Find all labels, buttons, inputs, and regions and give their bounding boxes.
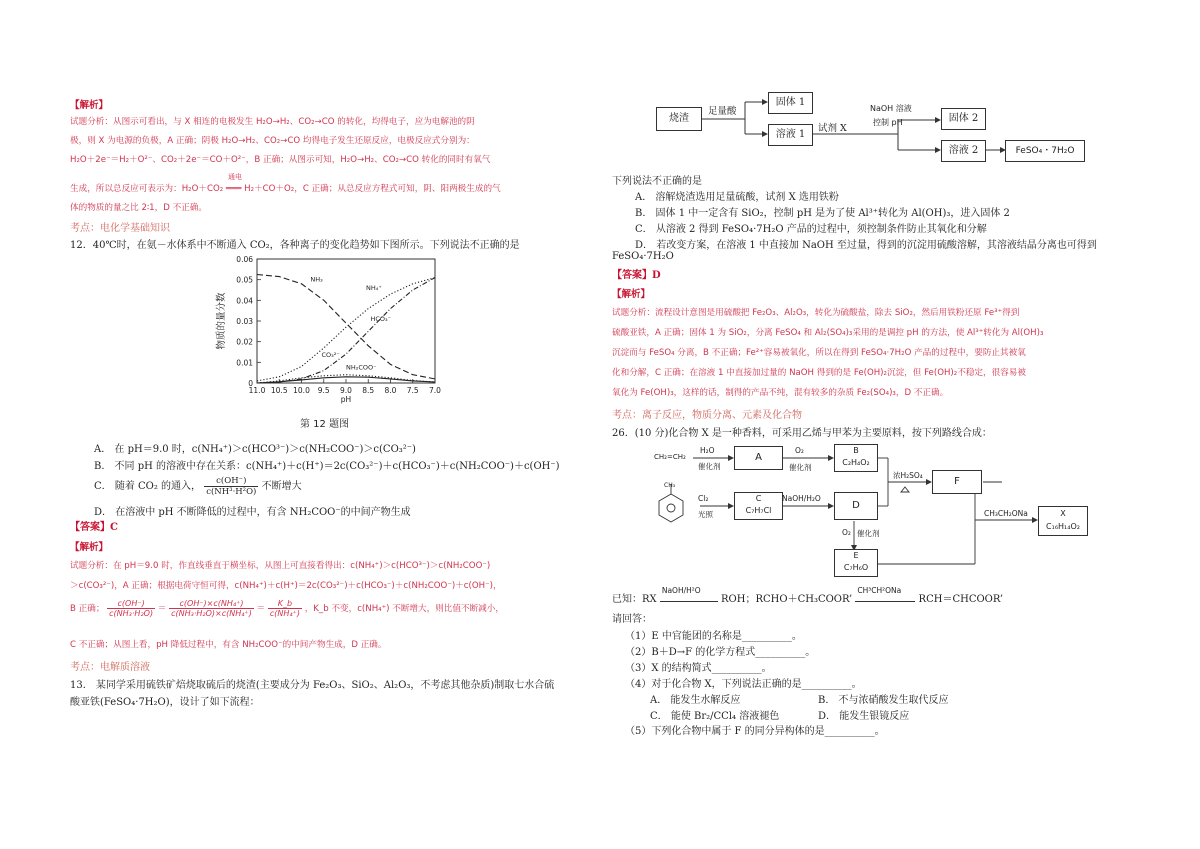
analysis-line: H₂O＋2e⁻＝H₂＋O²⁻、CO₂＋2e⁻＝CO＋O²⁻，B 正确；从图示可知，H₂O→H₂、CO₂→CO 转化的同时有氧气 — [70, 155, 491, 165]
question-26: 26．(10 分)化合物 X 是一种香料，可采用乙烯与甲苯为主要原料，按下列路线合成： — [612, 428, 992, 439]
known-pre: 已知：RX — [612, 594, 657, 605]
figure-caption: 第 12 题图 — [300, 419, 350, 430]
q13-stem: 下列说法不正确的是 — [612, 176, 702, 187]
box-e — [834, 549, 878, 577]
box-x — [1038, 506, 1088, 536]
denominator: c(NH³·H²O) — [206, 487, 257, 497]
x-tick-label: 8.0 — [384, 386, 397, 395]
box-solid2: 固体 2 — [941, 108, 986, 130]
known-mid: ROH；RCHO＋CH₃COOR’ — [721, 594, 853, 605]
e-label: E — [853, 551, 859, 560]
numerator: c(OH⁻) — [107, 599, 155, 609]
answer-12: 【答案】C — [70, 522, 118, 533]
sub-question-4: （4）对于化合物 X，下列说法正确的是__________。 — [625, 679, 862, 690]
series-label: CO₃²⁻ — [321, 351, 340, 360]
question-12: 12．40℃时，在氨－水体系中不断通入 CO₂，各种离子的变化趋势如下图所示。下列说法不正确的是 — [70, 240, 520, 251]
analysis-line: 生成，所以总反应可表示为：H₂O＋CO₂ ═══ H₂＋CO＋O₂，C 正确；从总反应方程式可知，阴、阳两极生成的气 — [70, 184, 501, 194]
box-shaozha: 烧渣 — [656, 107, 702, 131]
label-o2: O₂ — [795, 446, 804, 455]
known-reactions — [612, 586, 1004, 605]
y-tick-label: 0.02 — [236, 337, 253, 347]
x-label: X — [1060, 509, 1066, 518]
analysis-line-fractions: B 正确； $\frac{c(OH^-)}{\text{c(NH₃·H₂O)}}$ ＝ $\frac{\text{c(OH⁻)×c(NH₄⁺)}}{\text{c(NH₃·H₂O)×c(NH₄⁺)}}$ ＝ $\frac{K\_b}{\text{c(NH₄⁺)}}$ ，K_b 不变，c(NH₄⁺) 不断增大，则比值不断减小， — [70, 599, 504, 618]
label-cl2: Cl₂ — [698, 494, 709, 503]
box-b — [834, 444, 878, 472]
b-label: B — [853, 446, 859, 455]
x-tick-label: 10.0 — [293, 386, 310, 395]
series-label: NH₂COO⁻ — [346, 363, 377, 372]
label-ch3ch2ona: CH₃CH₂ONa — [984, 509, 1028, 518]
analysis-line: 化和分解，C 正确；在溶液 1 中直接加过量的 NaOH 得到的是 Fe(OH)₂沉淀，但 Fe(OH)₂不稳定，很容易被 — [612, 368, 1026, 378]
q13-option-b: B． 固体 1 中一定含有 SiO₂，控制 pH 是为了使 Al³⁺转化为 Al(OH)₃，进入固体 2 — [635, 208, 1010, 219]
sub-option-b: B． 不与浓硝酸发生取代反应 — [818, 695, 949, 706]
sub-question-2: （2）B＋D→F 的化学方程式__________。 — [625, 647, 816, 658]
box-a: A — [734, 446, 783, 470]
option-c-post: 不断增大 — [261, 481, 302, 492]
y-tick-label: 0 — [248, 379, 253, 388]
q13-option-c: C． 从溶液 2 得到 FeSO₄·7H₂O 产品的过程中，须控制条件防止其氧化和分解 — [635, 224, 987, 235]
label-light: 光照 — [698, 510, 713, 519]
analysis-line: 氧化为 Fe(OH)₃，这样的话，制得的产品不纯，混有较多的杂质 Fe₂(SO₄)₃，D 不正确。 — [612, 388, 949, 398]
toluene-methyl: CH₃ — [664, 482, 676, 489]
q13-option-a: A． 溶解烧渣选用足量硫酸，试剂 X 选用铁粉 — [635, 192, 839, 203]
x-tick-label: 8.5 — [362, 386, 375, 395]
q13-option-d-cont: FeSO₄·7H₂O — [612, 251, 674, 262]
known-post: RCH＝CHCOOR’ — [918, 594, 1004, 605]
electrolysis-label: 通电 — [228, 173, 242, 181]
arrow-naoh — [660, 586, 718, 602]
q13-option-d: D． 若改变方案，在溶液 1 中直接加 NaOH 至过量，得到的沉淀用硫酸溶解，其溶液结晶分离也可得到 — [635, 240, 1097, 251]
box-solid1: 固体 1 — [768, 92, 813, 114]
analysis-line: 沉淀而与 FeSO₄ 分离，B 不正确；Fe²⁺容易被氧化，所以在得到 FeSO₄·7H₂O 产品的过程中，要防止其被氧 — [612, 348, 1026, 358]
ratio-fraction — [204, 476, 258, 497]
x-formula: C₁₆H₁₄O₂ — [1046, 522, 1080, 531]
c-formula: C₇H₇Cl — [745, 506, 772, 515]
option-d: D． 在溶液中 pH 不断降低的过程中，有含 NH₂COO⁻的中间产物生成 — [94, 507, 411, 518]
arrow-label: CH³CH²ONa — [857, 586, 902, 595]
label-naoh: NaOH 溶液 — [870, 104, 912, 113]
series-label: HCO₃⁻ — [370, 315, 392, 323]
sub-option-d: D． 能发生银镜反应 — [818, 711, 910, 722]
fraction-1 — [107, 599, 155, 618]
series-label: NH₃ — [310, 275, 323, 284]
denominator: c(NH₃·H₂O)×c(NH₄⁺) — [171, 609, 252, 618]
x-axis-label: pH — [340, 395, 352, 404]
label-catalyst-b: 催化剂 — [857, 529, 880, 538]
analysis-heading: 【解析】 — [70, 542, 109, 553]
analysis-line: 试题分析：在 pH＝9.0 时，作直线垂直于横坐标，从图上可直接看得出：c(NH₄⁺)＞c(HCO³⁻)＞c(NH₂COO⁻) — [70, 561, 491, 571]
b-formula: C₂H₄O₂ — [842, 458, 870, 467]
qing-huida: 请回答： — [612, 614, 652, 625]
option-c-pre: C． 随着 CO₂ 的通入， — [94, 481, 202, 492]
sub-option-c: C． 能使 Br₂/CCl₄ 溶液褪色 — [650, 711, 780, 722]
e-formula: C₇H₆O — [843, 563, 869, 572]
label-o2b: O₂ — [842, 528, 851, 537]
label-acid: 足量酸 — [708, 106, 737, 117]
box-product: FeSO₄・7H₂O — [1005, 140, 1085, 162]
numerator: K_b — [268, 599, 302, 609]
y-axis-label: 物质的量分数 — [216, 292, 227, 350]
y-tick-label: 0.04 — [236, 296, 253, 306]
option-c — [94, 476, 302, 497]
label-ph: 控制 pH — [873, 118, 903, 127]
box-sol1: 溶液 1 — [768, 124, 813, 146]
y-tick-label: 0.03 — [236, 317, 253, 326]
label-reagent-x: 试剂 X — [818, 123, 847, 134]
arrow-label: NaOH/H²O — [661, 586, 701, 595]
ethylene: CH₂=CH₂ — [654, 453, 686, 461]
fraction-3 — [268, 599, 302, 618]
label-h2o: H₂O — [700, 446, 715, 455]
analysis-line: 试题分析：流程设计意图是用硫酸把 Fe₂O₃、Al₂O₃，转化为硫酸盐，除去 SiO₂，然后用铁粉还原 Fe³⁺得到 — [612, 308, 1020, 318]
numerator: c(OH⁻)×c(NH₄⁺) — [169, 599, 254, 609]
sub-question-5: （5）下列化合物中属于 F 的同分异构体的是__________。 — [625, 726, 885, 737]
question-13-cont: 酸亚铁(FeSO₄·7H₂O)，设计了如下流程： — [70, 697, 260, 708]
sub-option-a: A． 能发生水解反应 — [650, 695, 741, 706]
analysis-line: C 不正确；从图上看，pH 降低过程中，有含 NH₂COO⁻的中间产物生成，D 正确。 — [70, 640, 387, 650]
x-tick-label: 11.0 — [248, 386, 266, 395]
arrow-ch3ch2ona — [855, 586, 915, 602]
analysis-line: 体的物质的量之比 2∶1，D 不正确。 — [70, 203, 207, 213]
y-tick-label: 0.05 — [236, 275, 253, 285]
option-a: A． 在 pH＝9.0 时，c(NH₄⁺)＞c(HCO³⁻)＞c(NH₂COO⁻)＞c(CO₃²⁻) — [94, 444, 416, 455]
analysis-line: 试题分析：从图示可看出，与 X 相连的电极发生 H₂O→H₂、CO₂→CO 的转化，均得电子，应为电解池的阴 — [70, 117, 475, 127]
numerator: c(OH⁻) — [204, 476, 258, 487]
x-tick-label: 7.5 — [406, 386, 419, 395]
label-naoh-h2o: NaOH/H₂O — [782, 494, 821, 503]
kaodian-label: 考点：电解质溶液 — [70, 662, 150, 673]
fraction-2 — [169, 599, 254, 618]
analysis-line: ＞c(CO₃²⁻)，A 正确；根据电荷守恒可得，c(NH₄⁺)＋c(H⁺)＝2c(CO₃²⁻)＋c(HCO₃⁻)＋c(NH₂COO⁻)＋c(OH⁻)， — [70, 581, 502, 591]
x-tick-label: 9.5 — [317, 386, 330, 395]
box-c — [734, 492, 783, 520]
analysis-heading: 【解析】 — [70, 100, 109, 111]
label-h2so4: 浓H₂SO₄ — [893, 471, 923, 480]
label-catalyst: 催化剂 — [789, 463, 812, 472]
x-tick-label: 7.0 — [429, 386, 441, 395]
analysis-line: 极，则 X 为电源的负极，A 正确；阴极 H₂O→H₂、CO₂→CO 均得电子发生还原反应，电极反应式分别为： — [70, 136, 475, 146]
label-catalyst: 催化剂 — [698, 462, 721, 471]
figure-12-chart — [210, 253, 450, 413]
c-label: C — [755, 494, 762, 503]
question-13: 13． 某同学采用硫铁矿焙烧取硫后的烧渣(主要成分为 Fe₂O₃、SiO₂、Al₂O₃，不考虑其他杂质)制取七水合硫 — [70, 680, 555, 691]
analysis-post: ，K_b 不变，c(NH₄⁺) 不断增大，则比值不断减小， — [304, 604, 504, 614]
kaodian-label: 考点：电化学基础知识 — [70, 223, 170, 234]
analysis-heading: 【解析】 — [612, 289, 651, 300]
box-d: D — [834, 492, 878, 520]
option-b: B． 不同 pH 的溶液中存在关系：c(NH₄⁺)＋c(H⁺)＝2c(CO₃²⁻)＋c(HCO₃⁻)＋c(NH₂COO⁻)＋c(OH⁻) — [94, 461, 560, 472]
denominator: c(NH₄⁺) — [269, 609, 300, 618]
answer-13: 【答案】D — [612, 270, 661, 281]
kaodian-label: 考点：离子反应，物质分离、元素及化合物 — [612, 410, 802, 421]
analysis-pre: B 正确； — [70, 604, 105, 614]
x-tick-label: 9.0 — [340, 386, 352, 395]
sub-question-3: （3）X 的结构简式__________。 — [625, 663, 772, 674]
box-f: F — [932, 470, 982, 494]
box-sol2: 溶液 2 — [941, 140, 986, 162]
series-label: NH₄⁺ — [366, 284, 382, 292]
denominator: c(NH₃·H₂O) — [109, 609, 154, 618]
analysis-line: 硫酸亚铁，A 正确；固体 1 为 SiO₂，分离 FeSO₄ 和 Al₂(SO₄)₃采用的是调控 pH 的方法，使 Al³⁺转化为 Al(OH)₃ — [612, 328, 1044, 338]
y-tick-label: 0.01 — [236, 358, 253, 368]
y-tick-label: 0.06 — [236, 255, 253, 264]
sub-question-1: （1）E 中官能团的名称是__________。 — [625, 631, 802, 642]
x-tick-label: 10.5 — [270, 386, 288, 395]
